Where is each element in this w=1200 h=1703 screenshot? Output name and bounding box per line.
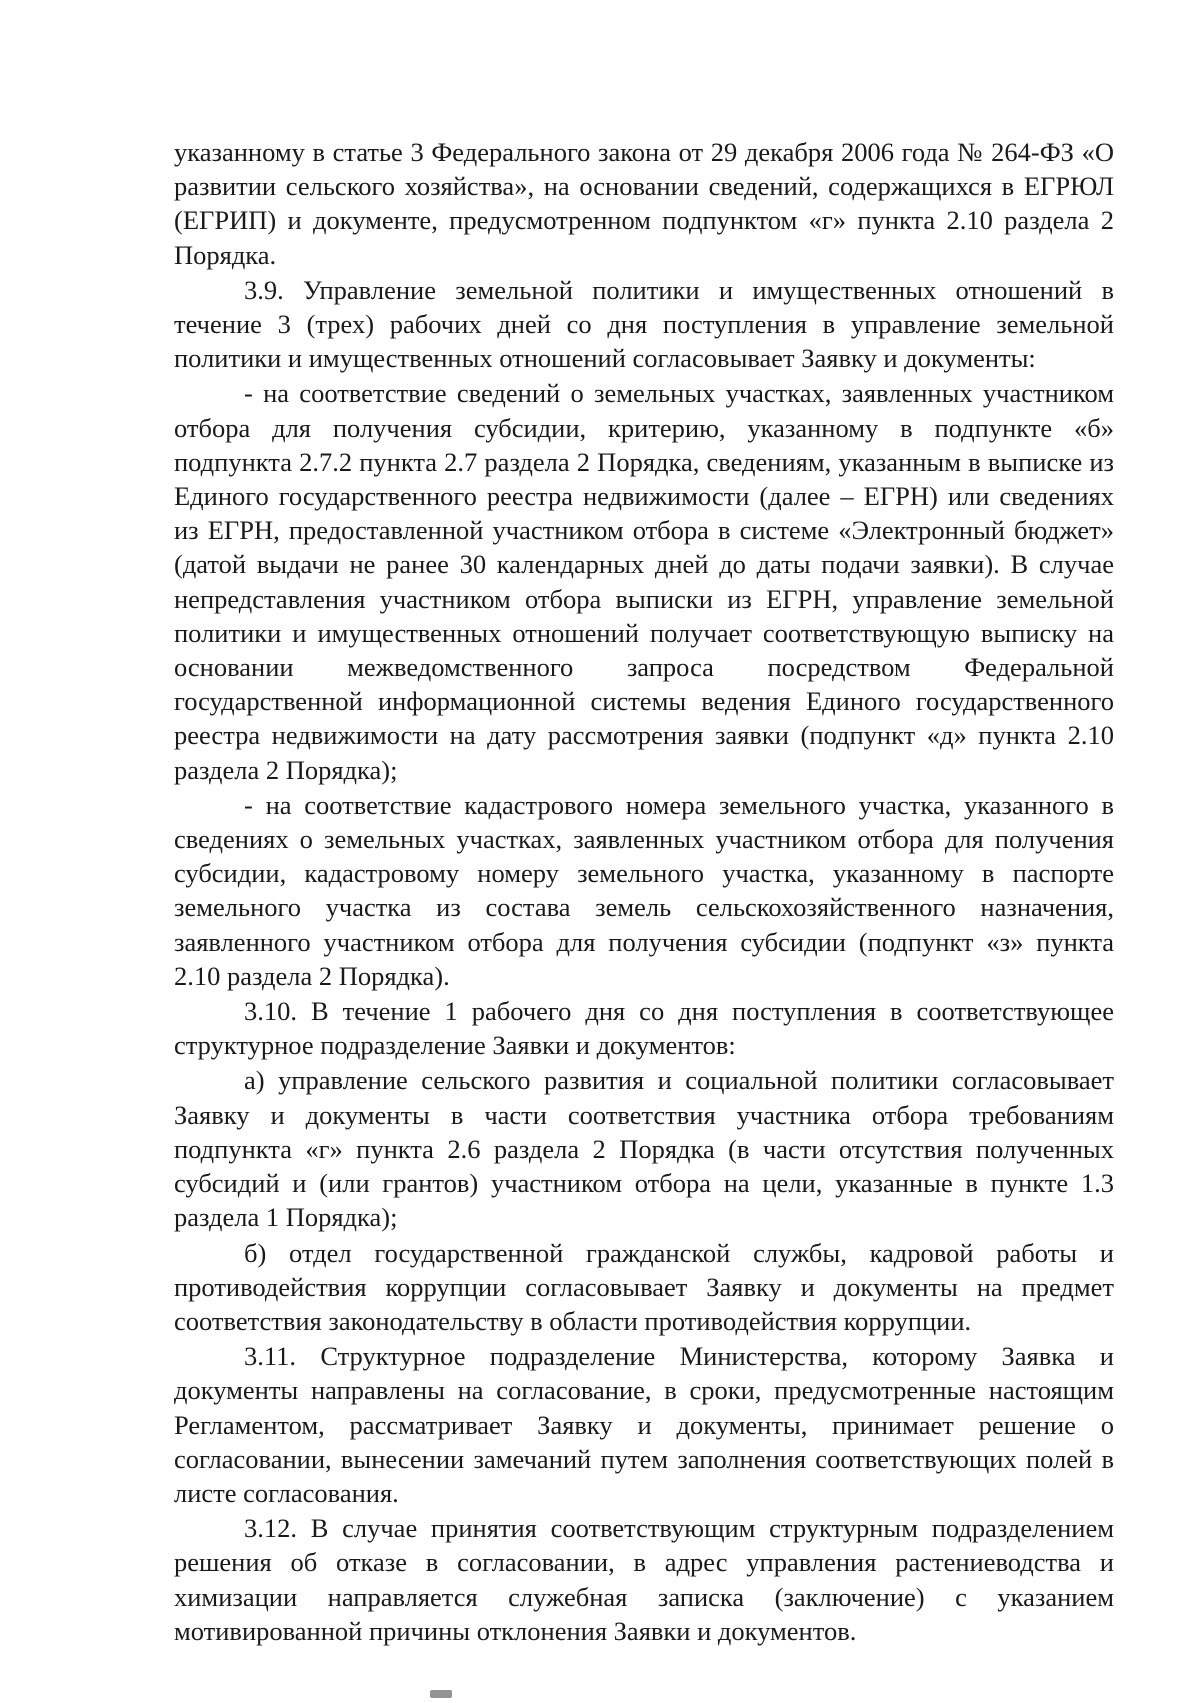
paragraph-3-9-item-1: - на соответствие сведений о земельных участках, заявленных участником отбора для получения субсидии, критерию, указанному в подпункте «б» подпункта 2.7.2 пункта 2.7 раздела 2 Порядка, сведениям, указанным в выписке из Единого государственного реестра недвижимости (далее – ЕГРН) или сведениях из ЕГРН, предоставленной участником отбора в системе «Электронный бюджет» (датой выдачи не ранее 30 календарных дней до даты подачи заявки). В случае непредставления участником отбора выписки из ЕГРН, управление земельной политики и имущественных отношений получает соответствующую выписку на основании межведомственного запроса посредством Федеральной государственной информационной системы ведения Единого государственного реестра недвижимости на дату рассмотрения заявки (подпункт «д» пункта 2.10 раздела 2 Порядка); [174,378,1114,785]
paragraph-3-9-item-2: - на соответствие кадастрового номера земельного участка, указанного в сведениях о земельных участках, заявленных участником отбора для получения субсидии, кадастровому номеру земельного участка, указанному в паспорте земельного участка из состава земель сельскохозяйственного назначения, заявленного участником отбора для получения субсидии (подпункт «з» пункта 2.10 раздела 2 Порядка). [174,789,1114,991]
paragraph-3-10-a: а) управление сельского развития и социальной политики согласовывает Заявку и документы в части соответствия участника отбора требованиям подпункта «г» пункта 2.6 раздела 2 Порядка (в части отсутствия полученных субсидий и (или грантов) участником отбора на цели, указанные в пункте 1.3 раздела 1 Порядка); [174,1065,1114,1233]
document-body [174,135,1114,1648]
paragraph-continuation: указанному в статье 3 Федерального закона от 29 декабря 2006 года № 264-ФЗ «О развитии сельского хозяйства», на основании сведений, содержащихся в ЕГРЮЛ (ЕГРИП) и документе, предусмотренном подпунктом «г» пункта 2.10 раздела 2 Порядка. [174,137,1114,270]
paragraph-3-10-b: б) отдел государственной гражданской службы, кадровой работы и противодействия коррупции согласовывает Заявку и документы на предмет соответствия законодательству в области противодействия коррупции. [174,1237,1114,1336]
paragraph-3-10: 3.10. В течение 1 рабочего дня со дня поступления в соответствующее структурное подразделение Заявки и документов: [174,996,1114,1061]
paragraph-3-12: 3.12. В случае принятия соответствующим структурным подразделением решения об отказе в согласовании, в адрес управления растениеводства и химизации направляется служебная записка (заключение) с указанием мотивированной причины отклонения Заявки и документов. [174,1513,1114,1646]
paragraph-3-11: 3.11. Структурное подразделение Министерства, которому Заявка и документы направлены на согласование, в сроки, предусмотренные настоящим Регламентом, рассматривает Заявку и документы, принимает решение о согласовании, вынесении замечаний путем заполнения соответствующих полей в листе согласования. [174,1341,1114,1508]
paragraph-3-9: 3.9. Управление земельной политики и имущественных отношений в течение 3 (трех) рабочих дней со дня поступления в управление земельной политики и имущественных отношений согласовывает Заявку и документы: [174,274,1114,374]
scan-artifact [430,1690,452,1698]
